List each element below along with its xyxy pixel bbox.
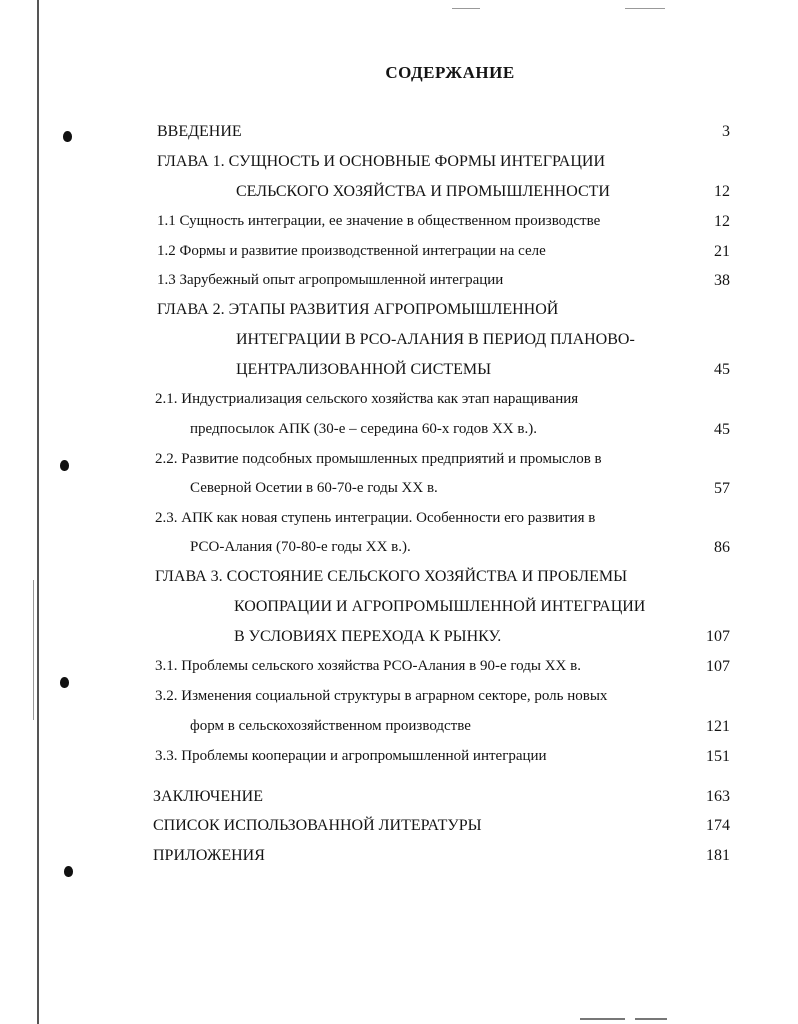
toc-entry-title: 1.3 Зарубежный опыт агропромышленной интеграции xyxy=(157,272,504,288)
toc-entry-title: 2.3. АПК как новая ступень интеграции. Особенности его развития в xyxy=(155,510,596,526)
binder-hole-mark xyxy=(60,677,69,688)
toc-entry-title: СПИСОК ИСПОЛЬЗОВАННОЙ ЛИТЕРАТУРЫ xyxy=(153,817,482,834)
page-title: СОДЕРЖАНИЕ xyxy=(385,63,515,82)
toc-page-number: 163 xyxy=(706,788,730,805)
scan-dash xyxy=(452,8,480,9)
toc-page-number: 45 xyxy=(714,361,730,378)
toc-page-number: 3 xyxy=(722,123,730,140)
toc-entry-title: ВВЕДЕНИЕ xyxy=(157,123,242,140)
toc-entry-title: ИНТЕГРАЦИИ В РСО-АЛАНИЯ В ПЕРИОД ПЛАНОВО- xyxy=(236,331,635,348)
toc-entry-title: В УСЛОВИЯХ ПЕРЕХОДА К РЫНКУ. xyxy=(234,628,502,645)
toc-page-number: 12 xyxy=(714,213,730,230)
toc-page-number: 107 xyxy=(706,658,730,675)
toc-page-number: 45 xyxy=(714,421,730,438)
toc-entry-title: предпосылок АПК (30-е – середина 60-х годов XX в.). xyxy=(190,421,537,437)
toc-page-number: 107 xyxy=(706,628,730,645)
toc-page-number: 21 xyxy=(714,243,730,260)
toc-entry-title: ЦЕНТРАЛИЗОВАННОЙ СИСТЕМЫ xyxy=(236,361,492,378)
toc-entry-title: ГЛАВА 2. ЭТАПЫ РАЗВИТИЯ АГРОПРОМЫШЛЕННОЙ xyxy=(157,301,559,318)
toc-page-number: 86 xyxy=(714,539,730,556)
binder-hole-mark xyxy=(64,866,73,877)
toc-entry-title: КООПРАЦИИ И АГРОПРОМЫШЛЕННОЙ ИНТЕГРАЦИИ xyxy=(234,598,646,615)
toc-entry-title: ГЛАВА 3. СОСТОЯНИЕ СЕЛЬСКОГО ХОЗЯЙСТВА И ПРОБЛЕМЫ xyxy=(155,568,628,585)
toc-page-number: 181 xyxy=(706,847,730,864)
scan-dash xyxy=(580,1018,625,1020)
binder-hole-mark xyxy=(60,460,69,471)
scan-dash xyxy=(625,8,665,9)
toc-entry-title: РСО-Алания (70-80-е годы XX в.). xyxy=(190,539,411,555)
scan-border-line xyxy=(33,580,34,720)
binder-hole-mark xyxy=(63,131,72,142)
toc-page-number: 121 xyxy=(706,718,730,735)
toc-entry-title: 3.2. Изменения социальной структуры в аграрном секторе, роль новых xyxy=(155,688,608,704)
scan-border-line xyxy=(37,0,39,1024)
toc-page-number: 174 xyxy=(706,817,730,834)
toc-entry-title: Северной Осетии в 60-70-е годы XX в. xyxy=(190,480,438,496)
toc-page-number: 57 xyxy=(714,480,730,497)
toc-entry-title: ГЛАВА 1. СУЩНОСТЬ И ОСНОВНЫЕ ФОРМЫ ИНТЕГРАЦИИ xyxy=(157,153,606,170)
toc-page-number: 38 xyxy=(714,272,730,289)
toc-entry-title: СЕЛЬСКОГО ХОЗЯЙСТВА И ПРОМЫШЛЕННОСТИ xyxy=(236,183,610,200)
toc-entry-title: 2.2. Развитие подсобных промышленных предприятий и промыслов в xyxy=(155,451,602,467)
toc-entry-title: ЗАКЛЮЧЕНИЕ xyxy=(153,788,263,805)
toc-entry-title: 1.1 Сущность интеграции, ее значение в общественном производстве xyxy=(157,213,601,229)
scan-dash xyxy=(635,1018,667,1020)
toc-entry-title: 3.3. Проблемы кооперации и агропромышленной интеграции xyxy=(155,748,547,764)
toc-page-number: 12 xyxy=(714,183,730,200)
toc-entry-title: форм в сельскохозяйственном производстве xyxy=(190,718,471,734)
toc-entry-title: 3.1. Проблемы сельского хозяйства РСО-Алания в 90-е годы XX в. xyxy=(155,658,581,674)
toc-page-number: 151 xyxy=(706,748,730,765)
toc-entry-title: 1.2 Формы и развитие производственной интеграции на селе xyxy=(157,243,546,259)
toc-entry-title: ПРИЛОЖЕНИЯ xyxy=(153,847,265,864)
toc-entry-title: 2.1. Индустриализация сельского хозяйства как этап наращивания xyxy=(155,391,579,407)
